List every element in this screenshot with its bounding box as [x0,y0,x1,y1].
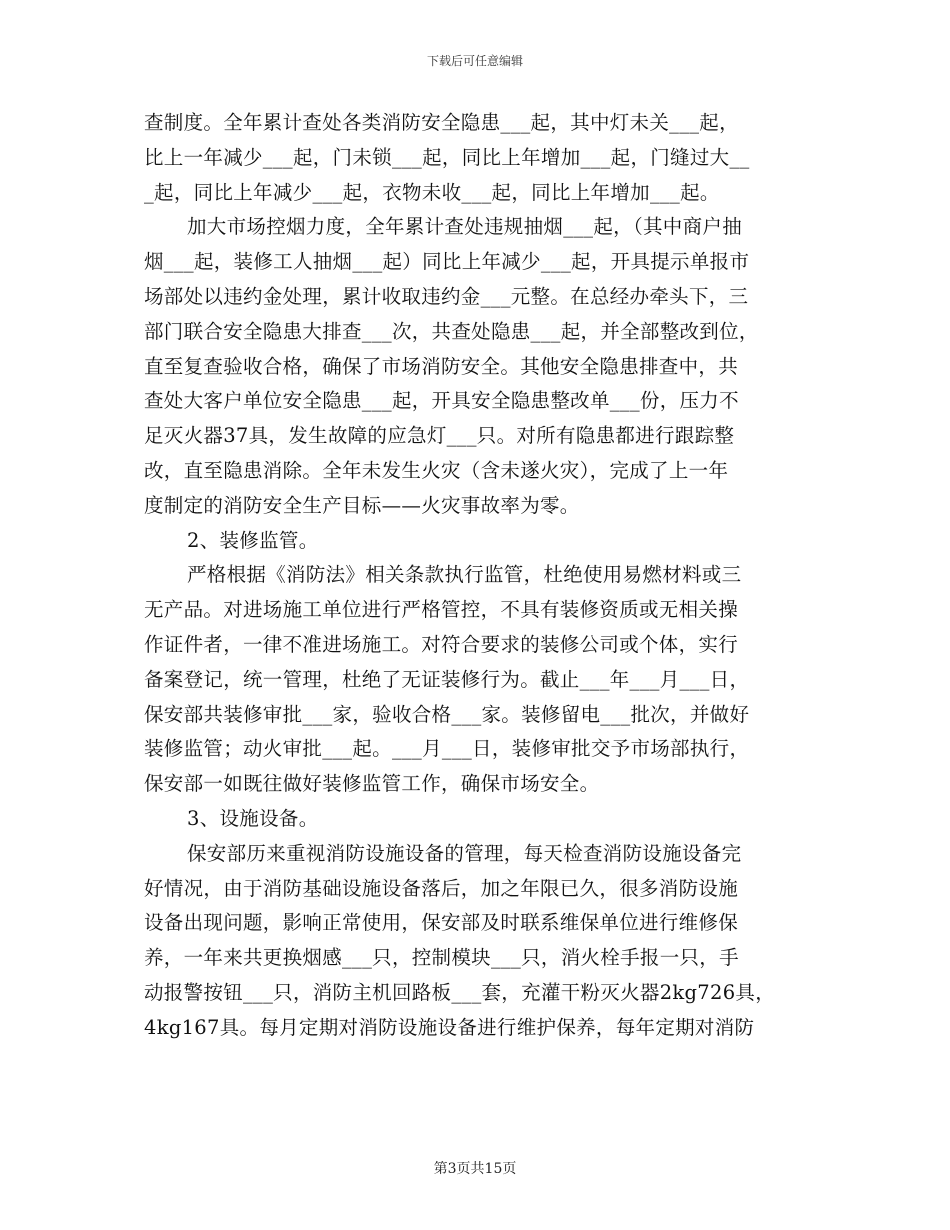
text-line: 足灭火器37具，发生故障的应急灯___只。对所有隐患都进行跟踪整 [144,424,735,448]
text-line: 好情况，由于消防基础设施设备落后，加之年限已久，很多消防设施 [144,876,739,900]
text-line: 直至复查验收合格，确保了市场消防安全。其他安全隐患排查中，共 [144,354,739,378]
text-line: 保安部共装修审批___家，验收合格___家。装修留电___批次，并做好 [144,702,750,726]
text-line: 比上一年减少___起，门未锁___起，同比上年增加___起，门缝过大__ [144,145,750,169]
text-line: 保安部历来重视消防设施设备的管理，每天检查消防设施设备完 [187,841,742,865]
text-line: 3、设施设备。 [187,806,319,830]
text-line: 烟___起，装修工人抽烟___起）同比上年减少___起，开具提示单报市 [144,250,750,274]
text-line: 装修监管；动火审批___起。___月___日，装修审批交予市场部执行， [144,737,750,761]
text-line: 改，直至隐患消除。全年未发生火灾（含未遂火灾），完成了上一年 [144,458,729,482]
text-line: 动报警按钮___只，消防主机回路板___套，充灌干粉灭火器2kg726具， [144,980,776,1004]
text-line: 无产品。对进场施工单位进行严格管控，不具有装修资质或无相关操 [144,598,739,622]
text-line: 场部处以违约金处理，累计收取违约金___元整。在总经办牵头下，三 [144,284,749,308]
document-body [144,106,806,1046]
text-line: 4kg167具。每月定期对消防设施设备进行维护保养，每年定期对消防 [144,1015,755,1039]
text-line: 养，一年来共更换烟感___只，控制模块___只，消火栓手报一只，手 [144,946,739,970]
text-line: 加大市场控烟力度，全年累计查处违规抽烟___起，（其中商户抽 [187,215,743,239]
text-line: 设备出现问题，影响正常使用，保安部及时联系维保单位进行维修保 [144,911,739,935]
text-line: 作证件者，一律不准进场施工。对符合要求的装修公司或个体，实行 [144,632,739,656]
text-line: 严格根据《消防法》相关条款执行监管，杜绝使用易燃材料或三 [187,563,742,587]
text-line: 保安部一如既往做好装修监管工作，确保市场安全。 [144,772,600,796]
page-number: 第3页共15页 [433,1161,517,1177]
text-line: 部门联合安全隐患大排查___次，共查处隐患___起，并全部整改到位， [144,319,759,343]
page-header: 下载后可任意编辑 [426,54,523,68]
text-line: 2、装修监管。 [187,528,319,552]
text-line: _起，同比上年减少___起，衣物未收___起，同比上年增加___起。 [144,180,720,204]
text-line: 度制定的消防安全生产目标——火灾事故率为零。 [144,493,580,517]
text-line: 查处大客户单位安全隐患___起，开具安全隐患整改单___份，压力不 [144,389,739,413]
text-line: 查制度。全年累计查处各类消防安全隐患___起，其中灯未关___起， [144,111,739,134]
text-line: 备案登记，统一管理，杜绝了无证装修行为。截止___年___月___日， [144,667,750,691]
